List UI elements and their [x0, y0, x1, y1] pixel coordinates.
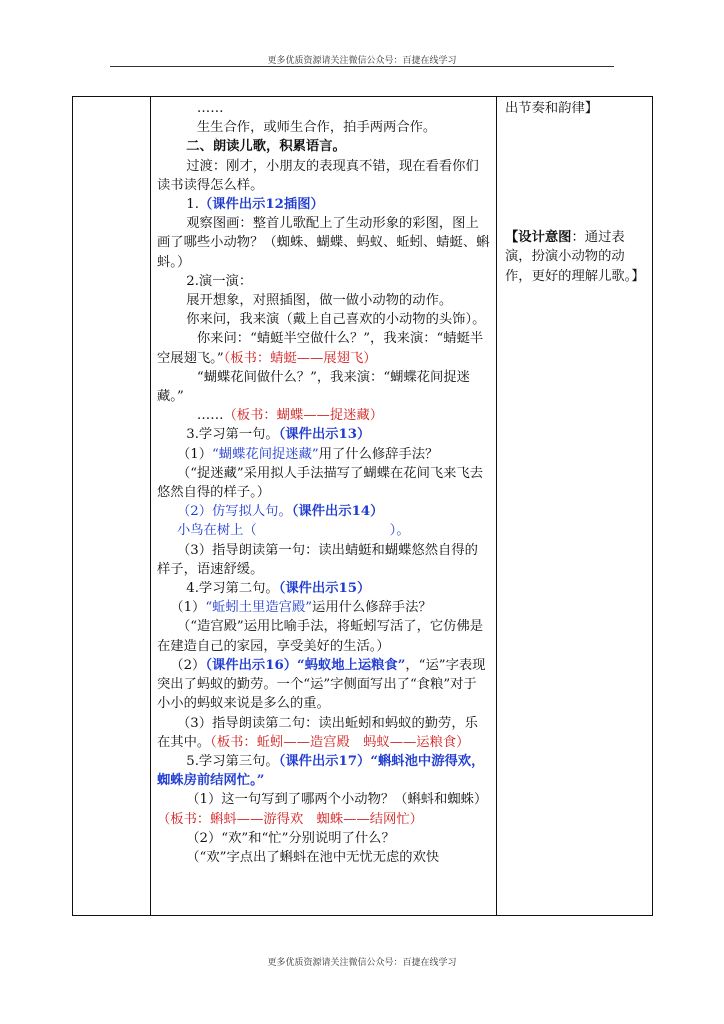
courseware-note: （课件出示17）“蝌蚪池中游得欢，蜘蛛房前结网忙。” — [157, 753, 485, 789]
paragraph — [157, 502, 490, 521]
fill-in-sentence: 小鸟在树上（ ）。 — [176, 523, 410, 539]
quoted-sentence: “蝴蝶花间捉迷藏” — [212, 446, 319, 462]
paragraph: （2）“欢”和“忙”分别说明了什么？ — [186, 830, 395, 846]
paragraph: 展开想象，对照插图，做一做小动物的动作。 — [186, 293, 453, 309]
paragraph: “蝴蝶花间做什么？”，我来演：“蝴蝶花间捉迷藏。” — [157, 369, 470, 405]
courseware-note: （课件出示15） — [278, 581, 371, 597]
design-intent-note — [505, 228, 646, 286]
paragraph — [157, 656, 490, 714]
design-notes-cell — [497, 97, 653, 916]
courseware-note: （课件出示12插图） — [198, 197, 324, 213]
board-note: （板书：蝴蝶——捉迷藏） — [223, 408, 384, 424]
step-label: 5.学习第三句。 — [186, 753, 279, 769]
page-header: 更多优质资源请关注微信公众号：百捷在线学习 — [267, 56, 457, 66]
design-intent-text: ：通过表演，扮演小动物的动作，更好的理解儿歌。】 — [505, 230, 645, 284]
paragraph: 你来问，我来演（戴上自己喜欢的小动物的头饰）。 — [186, 312, 486, 328]
design-intent-label: 【设计意图 — [505, 230, 572, 246]
item-number: 1. — [186, 197, 199, 213]
item-number: （1） — [176, 446, 212, 462]
courseware-note: （课件出示14） — [291, 504, 384, 520]
board-note: （板书：蝌蚪——游得欢 蜘蛛——结网忙） — [157, 811, 423, 827]
step-label: 3.学习第一句。 — [186, 427, 279, 443]
design-notes — [497, 97, 652, 286]
courseware-note: （课件出示13） — [278, 427, 371, 443]
paragraph — [157, 579, 490, 598]
paragraph — [157, 445, 490, 464]
item-number: （2） — [170, 657, 206, 673]
blank-column-cell — [73, 97, 151, 916]
task-label: （2）仿写拟人句。 — [176, 504, 292, 520]
paragraph: 观察图画：整首儿歌配上了生动形象的彩图，图上画了哪些小动物？（蜘蛛、蝴蝶、蚂蚁、蚯蚓、蜻蜓、蝌蚪。） — [157, 216, 490, 270]
reading-guide: （3）指导朗读第二句：读出蚯蚓和蚂蚁的勤劳，乐在其中。 — [157, 715, 478, 750]
section-heading: 二、朗读儿歌，积累语言。 — [186, 139, 346, 155]
lesson-content-cell — [151, 97, 497, 916]
paragraph — [157, 752, 490, 790]
header-rule — [110, 66, 614, 67]
paragraph — [157, 406, 490, 425]
step-label: 4.学习第二句。 — [186, 581, 279, 597]
page-footer: 更多优质资源请关注微信公众号：百捷在线学习 — [267, 958, 457, 968]
paragraph: （“欢”字点出了蝌蚪在池中无忧无虑的欢快 — [186, 849, 440, 865]
question-text: 用了什么修辞手法？ — [318, 446, 439, 462]
question-text: （1）这一句写到了哪两个小动物？（蝌蚪和蜘蛛） — [186, 792, 488, 808]
paragraph: 生生合作，或师生合作，拍手两两合作。 — [196, 120, 437, 136]
paragraph — [157, 790, 490, 828]
explanation-text: ，“运”字表现突出了蚂蚁的勤劳。一个“运”字侧面写出了“食粮”对于小小的蚂蚁来说是多么的重。 — [157, 657, 486, 712]
courseware-note: （课件出示16）“蚂蚁地上运粮食” — [205, 657, 406, 673]
notes-continuation: 出节奏和韵律】 — [505, 101, 599, 116]
paragraph: （“造宫殿”运用比喻手法，将蚯蚓写活了，它仿佛是在建造自己的家园，享受美好的生活。） — [157, 619, 484, 654]
quoted-sentence: “蚯蚓土里造宫殿” — [205, 600, 313, 616]
paragraph — [157, 714, 490, 752]
paragraph: （“捉迷藏”采用拟人手法描写了蝴蝶在花间飞来飞去悠然自得的样子。） — [157, 465, 484, 501]
ellipsis-line: …… — [196, 101, 224, 116]
paragraph — [157, 425, 490, 444]
paragraph: 2.演一演： — [186, 273, 253, 289]
board-note: （板书：蜻蜓——展翅飞） — [223, 350, 377, 366]
board-note: （板书：蚯蚓——造宫殿 蚂蚁——运粮食） — [210, 734, 470, 750]
dialogue-text: 你来问：“蜻蜓半空做什么？”，我来演：“蜻蜓半空展翅飞。” — [157, 331, 484, 366]
question-text: 运用什么修辞手法？ — [312, 600, 432, 616]
paragraph — [157, 329, 490, 367]
item-number: （1） — [170, 600, 206, 616]
lesson-content — [151, 97, 496, 867]
paragraph: 过渡：刚才，小朋友的表现真不错，现在看看你们读书读得怎么样。 — [157, 158, 479, 193]
lesson-table — [72, 96, 653, 916]
paragraph — [157, 195, 490, 214]
paragraph: （3）指导朗读第一句：读出蜻蜓和蝴蝶悠然自得的样子，语速舒缓。 — [157, 542, 478, 577]
paragraph — [157, 598, 490, 617]
ellipsis: …… — [196, 408, 224, 424]
